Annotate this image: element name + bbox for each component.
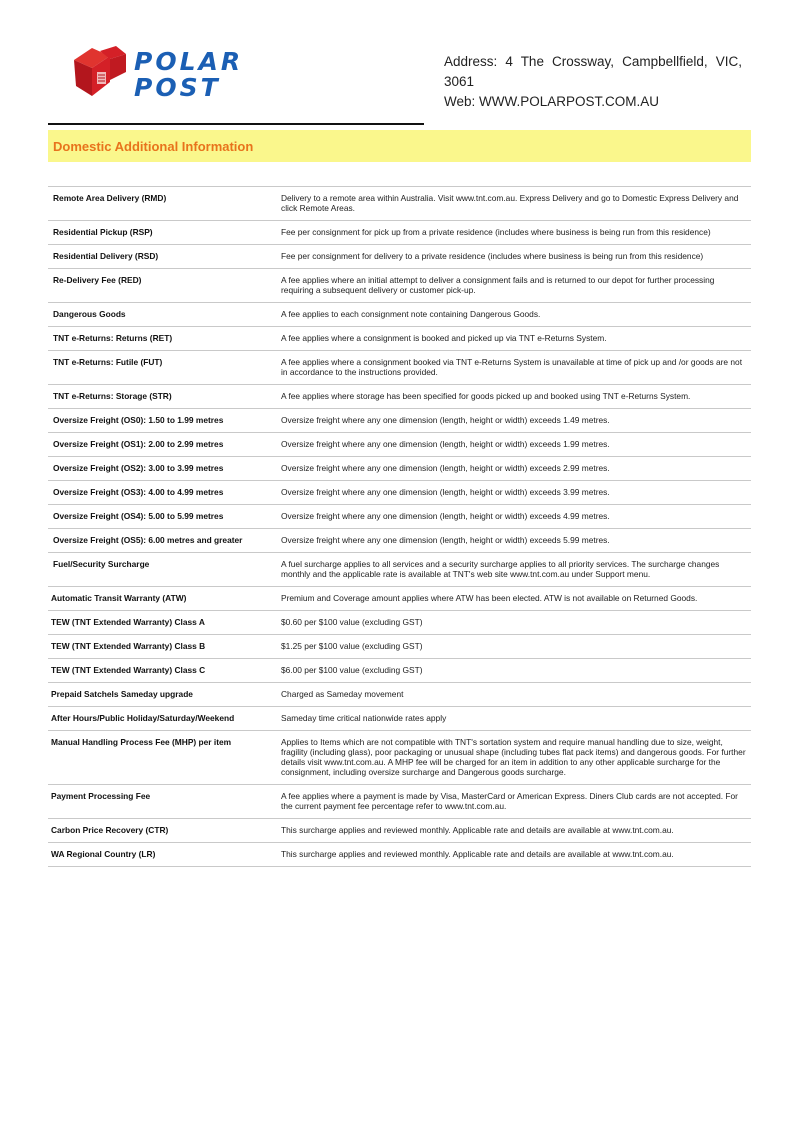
fee-description: Charged as Sameday movement: [277, 683, 751, 707]
section-title: Domestic Additional Information: [53, 139, 254, 154]
table-row: [48, 385, 751, 409]
fee-description: A fuel surcharge applies to all services and a security surcharge applies to all priority services. The surcharge changes monthly and the applicable rate is available at TNT's web site www.tnt.com.au under Support menu.: [277, 553, 751, 587]
fee-name: TNT e-Returns: Futile (FUT): [48, 351, 277, 385]
fee-description: A fee applies where storage has been specified for goods picked up and booked using TNT e-Returns System.: [277, 385, 751, 409]
fee-name: Residential Pickup (RSP): [48, 221, 277, 245]
fee-description: Oversize freight where any one dimension (length, height or width) exceeds 1.99 metres.: [277, 433, 751, 457]
table-row: [48, 245, 751, 269]
fee-description: Premium and Coverage amount applies where ATW has been elected. ATW is not available on Returned Goods.: [277, 587, 751, 611]
fee-name: TEW (TNT Extended Warranty) Class A: [48, 611, 277, 635]
fee-description: Oversize freight where any one dimension (length, height or width) exceeds 1.49 metres.: [277, 409, 751, 433]
logo-box-icon: [70, 42, 300, 104]
table-row: [48, 327, 751, 351]
fee-name: WA Regional Country (LR): [48, 843, 277, 867]
fee-description: Oversize freight where any one dimension (length, height or width) exceeds 3.99 metres.: [277, 481, 751, 505]
polar-post-logo: [70, 42, 300, 104]
fee-name: Oversize Freight (OS1): 2.00 to 2.99 metres: [48, 433, 277, 457]
fee-name: Oversize Freight (OS3): 4.00 to 4.99 metres: [48, 481, 277, 505]
table-row: [48, 303, 751, 327]
table-row: [48, 457, 751, 481]
company-website[interactable]: Web: WWW.POLARPOST.COM.AU: [444, 94, 660, 109]
table-row: [48, 351, 751, 385]
fee-description: A fee applies where a payment is made by Visa, MasterCard or American Express. Diners Club cards are not accepted. For the current payment fee percentage refer to www.tnt.com.au.: [277, 785, 751, 819]
fee-description: Sameday time critical nationwide rates apply: [277, 707, 751, 731]
fee-name: Dangerous Goods: [48, 303, 277, 327]
logo-wordmark-bottom: POST: [134, 73, 221, 102]
company-contact: [444, 52, 742, 112]
table-row: [48, 269, 751, 303]
table-row: [48, 707, 751, 731]
fee-description: $6.00 per $100 value (excluding GST): [277, 659, 751, 683]
fee-name: After Hours/Public Holiday/Saturday/Weekend: [48, 707, 277, 731]
fee-description: $0.60 per $100 value (excluding GST): [277, 611, 751, 635]
fee-description: A fee applies where an initial attempt to deliver a consignment fails and is returned to our depot for further processing requiring a subsequent delivery or customer pick-up.: [277, 269, 751, 303]
fee-name: TEW (TNT Extended Warranty) Class B: [48, 635, 277, 659]
fee-name: Prepaid Satchels Sameday upgrade: [48, 683, 277, 707]
table-row: [48, 659, 751, 683]
fee-name: Oversize Freight (OS4): 5.00 to 5.99 metres: [48, 505, 277, 529]
section-heading-bar: [48, 130, 751, 162]
fee-name: Residential Delivery (RSD): [48, 245, 277, 269]
table-row: [48, 683, 751, 707]
table-row: [48, 221, 751, 245]
fee-name: Oversize Freight (OS0): 1.50 to 1.99 metres: [48, 409, 277, 433]
table-row: [48, 187, 751, 221]
table-row: [48, 587, 751, 611]
fee-name: Oversize Freight (OS5): 6.00 metres and greater: [48, 529, 277, 553]
fee-description: This surcharge applies and reviewed monthly. Applicable rate and details are available at www.tnt.com.au.: [277, 819, 751, 843]
table-row: [48, 785, 751, 819]
fee-name: Manual Handling Process Fee (MHP) per item: [48, 731, 277, 785]
table-row: [48, 505, 751, 529]
fee-name: Remote Area Delivery (RMD): [48, 187, 277, 221]
fee-description: $1.25 per $100 value (excluding GST): [277, 635, 751, 659]
fee-description: Delivery to a remote area within Australia. Visit www.tnt.com.au. Express Delivery and go to Domestic Express Delivery and click Remote Areas.: [277, 187, 751, 221]
fee-description: Oversize freight where any one dimension (length, height or width) exceeds 5.99 metres.: [277, 529, 751, 553]
table-row: [48, 731, 751, 785]
fee-description: A fee applies where a consignment booked via TNT e-Returns System is unavailable at time of pick up and /or goods are not in accordance to the instructions provided.: [277, 351, 751, 385]
fee-name: TNT e-Returns: Returns (RET): [48, 327, 277, 351]
table-row: [48, 433, 751, 457]
fee-name: TNT e-Returns: Storage (STR): [48, 385, 277, 409]
table-row: [48, 843, 751, 867]
fee-description: Oversize freight where any one dimension (length, height or width) exceeds 2.99 metres.: [277, 457, 751, 481]
fee-name: Oversize Freight (OS2): 3.00 to 3.99 metres: [48, 457, 277, 481]
additional-fees-table: [48, 186, 751, 867]
table-row: [48, 529, 751, 553]
fee-description: Fee per consignment for pick up from a private residence (includes where business is being run from this residence): [277, 221, 751, 245]
fee-description: This surcharge applies and reviewed monthly. Applicable rate and details are available at www.tnt.com.au.: [277, 843, 751, 867]
logo-wordmark-top: POLAR: [134, 47, 244, 76]
fee-name: TEW (TNT Extended Warranty) Class C: [48, 659, 277, 683]
fee-description: A fee applies where a consignment is booked and picked up via TNT e-Returns System.: [277, 327, 751, 351]
fee-name: Payment Processing Fee: [48, 785, 277, 819]
fee-description: Oversize freight where any one dimension (length, height or width) exceeds 4.99 metres.: [277, 505, 751, 529]
table-row: [48, 481, 751, 505]
fee-name: Carbon Price Recovery (CTR): [48, 819, 277, 843]
fee-description: Fee per consignment for delivery to a private residence (includes where business is being run from this residence): [277, 245, 751, 269]
table-row: [48, 635, 751, 659]
table-row: [48, 819, 751, 843]
fee-name: Automatic Transit Warranty (ATW): [48, 587, 277, 611]
fee-description: Applies to Items which are not compatible with TNT's sortation system and require manual handling due to size, weight, fragility (including glass), poor packaging or unusual shape (including tubes flat pack items) and dangerous goods. For further details visit www.tnt.com.au. A MHP fee will be charged for an item in addition to any other applicable surcharge for the consignment, including oversize surcharge and Dangerous goods surcharge.: [277, 731, 751, 785]
fee-table-body: [48, 187, 751, 867]
table-row: [48, 409, 751, 433]
fee-name: Fuel/Security Surcharge: [48, 553, 277, 587]
fee-description: A fee applies to each consignment note containing Dangerous Goods.: [277, 303, 751, 327]
company-address: Address: 4 The Crossway, Campbellfield, VIC, 3061: [444, 54, 742, 89]
fee-name: Re-Delivery Fee (RED): [48, 269, 277, 303]
header-divider: [48, 123, 424, 125]
table-row: [48, 611, 751, 635]
table-row: [48, 553, 751, 587]
